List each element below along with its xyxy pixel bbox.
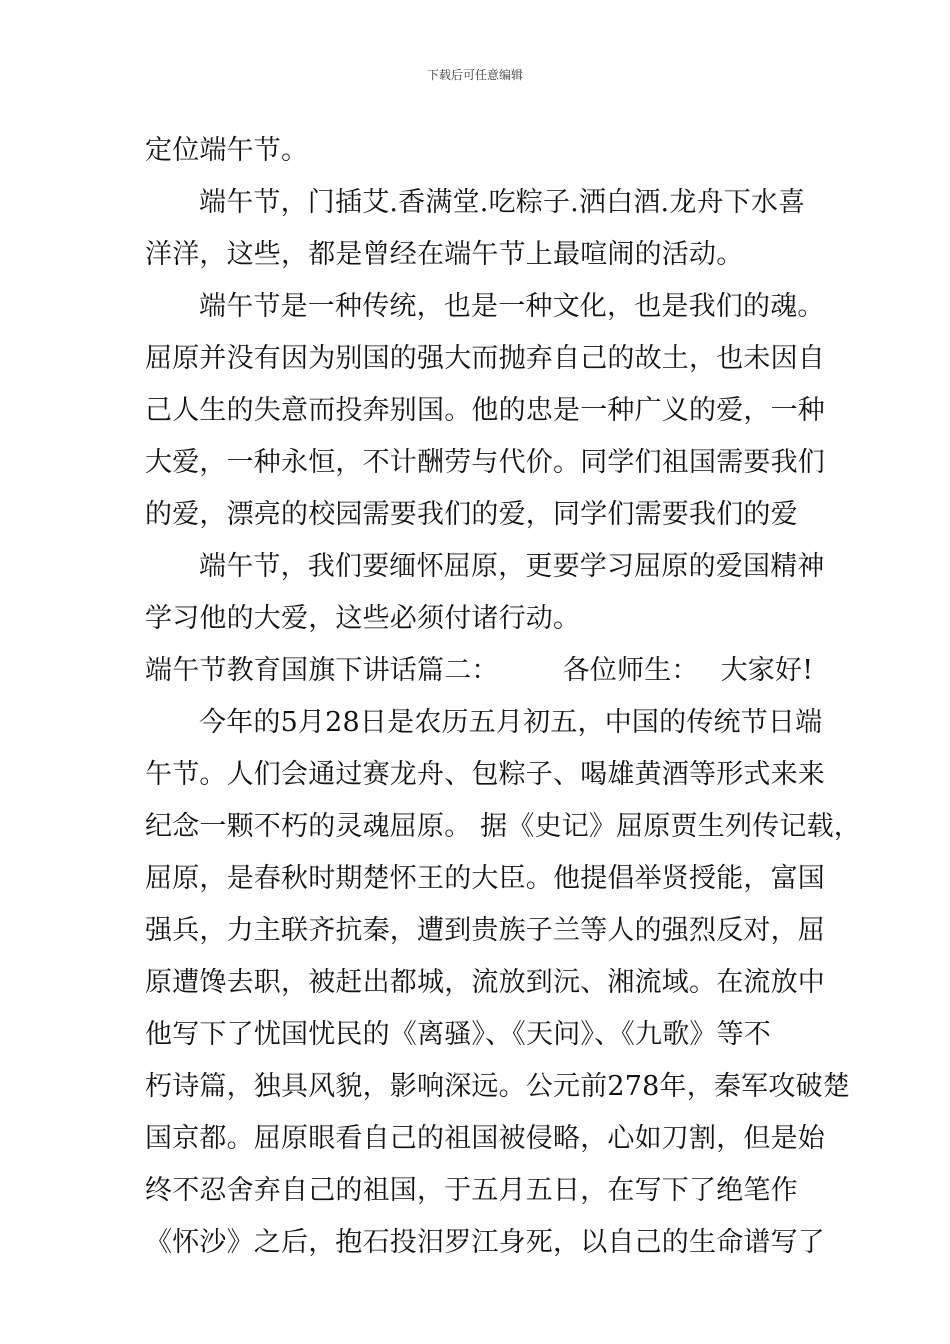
text-line: 端午节是一种传统，也是一种文化，也是我们的魂。 [199, 291, 825, 322]
document-body [145, 125, 861, 1269]
text-line: 己人生的失意而投奔别国。他的忠是一种广义的爱，一种 [145, 395, 825, 426]
text-line: 原遭馋去职，被赶出都城，流放到沅、湘流域。在流放中 [145, 967, 825, 998]
text-line: 学习他的大爱，这些必须付诸行动。 [145, 603, 581, 634]
text-line: 端午节，门插艾.香满堂.吃粽子.洒白酒.龙舟下水喜 [199, 187, 806, 218]
text-line: 纪念一颗不朽的灵魂屈原。 据《史记》屈原贾生列传记载， [145, 811, 861, 842]
speech-title: 端午节教育国旗下讲话篇二： [145, 655, 499, 686]
greeting-hello: 大家好! [720, 655, 814, 686]
text-line: 终不忍舍弃自己的祖国，于五月五日，在写下了绝笔作 [145, 1175, 798, 1206]
text-line: 的爱，漂亮的校园需要我们的爱，同学们需要我们的爱 [145, 499, 798, 530]
text-line: 午节。人们会通过赛龙舟、包粽子、喝雄黄酒等形式来来 [145, 759, 825, 790]
text-line: 端午节，我们要缅怀屈原，更要学习屈原的爱国精神 [199, 551, 825, 582]
text-line: 他写下了忧国忧民的《离骚》、《天问》、《九歌》等不 [145, 1019, 771, 1050]
page-header: 下载后可任意编辑 [426, 68, 523, 82]
text-line: 《怀沙》之后，抱石投汨罗江身死，以自己的生命谱写了 [145, 1227, 825, 1258]
text-line: 定位端午节。 [145, 135, 309, 166]
text-line: 大爱，一种永恒，不计酬劳与代价。同学们祖国需要我们 [145, 447, 825, 478]
speech-title-line [145, 645, 835, 697]
text-line: 屈原并没有因为别国的强大而抛弃自己的故土，也未因自 [145, 343, 825, 374]
text-line: 朽诗篇，独具风貌，影响深远。公元前278年，秦军攻破楚 [145, 1071, 850, 1102]
text-line: 国京都。屈原眼看自己的祖国被侵略，心如刀割，但是始 [145, 1123, 825, 1154]
text-line: 今年的5月28日是农历五月初五，中国的传统节日端 [199, 707, 823, 738]
greeting-audience: 各位师生： [562, 655, 699, 686]
text-line: 洋洋，这些，都是曾经在端午节上最喧闹的活动。 [145, 239, 744, 270]
text-line: 强兵，力主联齐抗秦，遭到贵族子兰等人的强烈反对，屈 [145, 915, 825, 946]
text-line: 屈原，是春秋时期楚怀王的大臣。他提倡举贤授能，富国 [145, 863, 825, 894]
